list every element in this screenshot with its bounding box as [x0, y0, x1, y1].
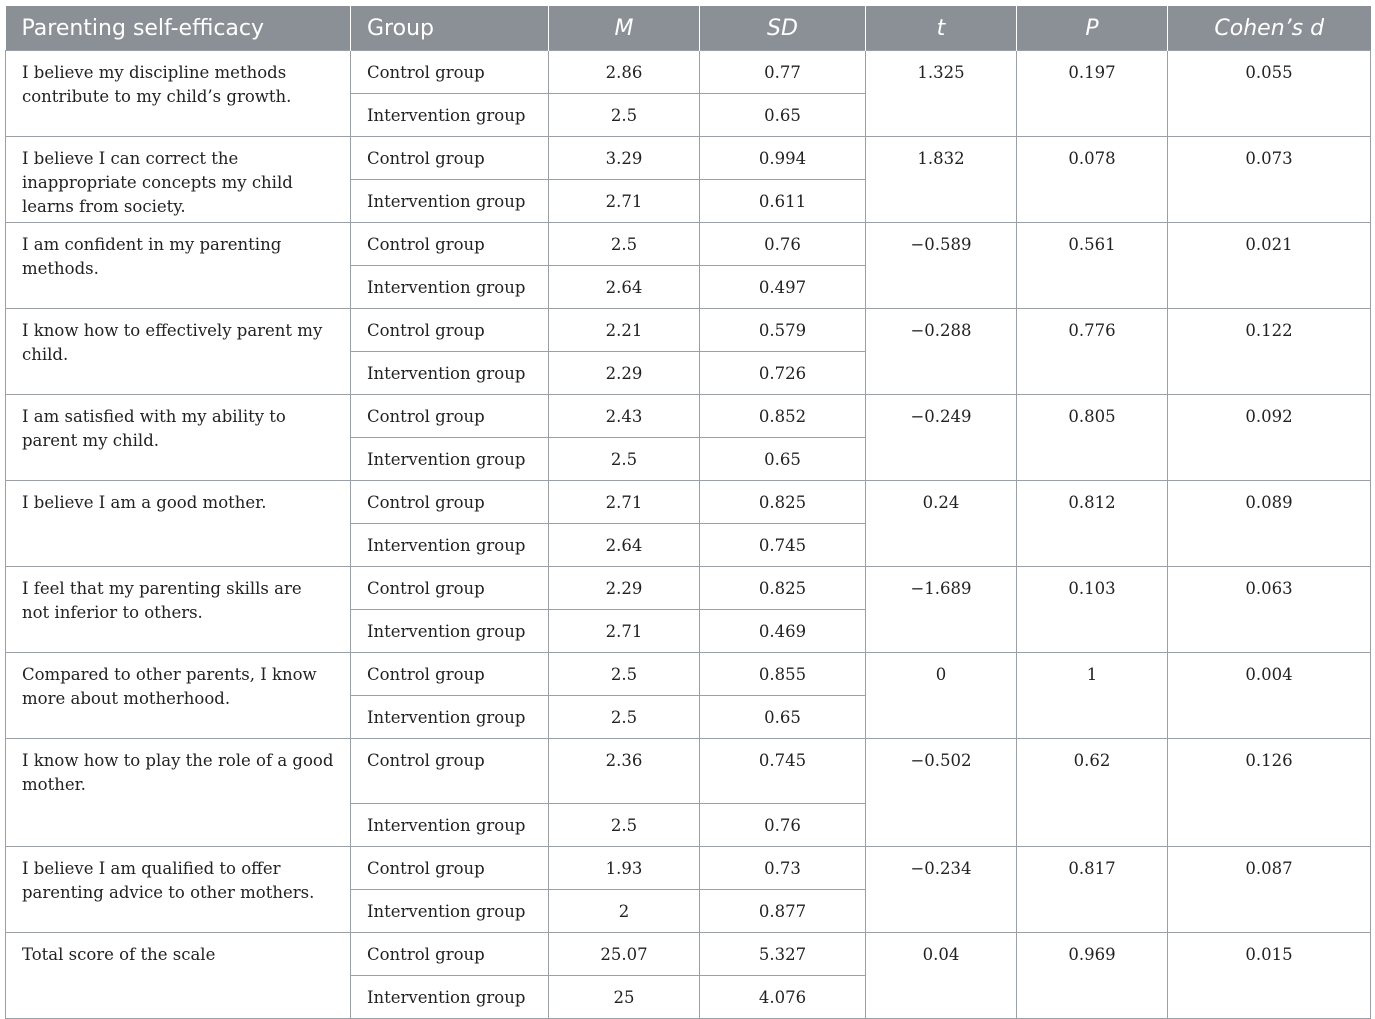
- mean-value: 2.5: [549, 223, 700, 266]
- item-text: I feel that my parenting skills are not inferior to others.: [6, 567, 351, 653]
- cohens-d-value: 0.063: [1168, 567, 1371, 653]
- item-text: I am satisfied with my ability to parent my child.: [6, 395, 351, 481]
- table-row: [6, 653, 1371, 696]
- sd-value: 0.877: [700, 890, 866, 933]
- mean-value: 2.64: [549, 524, 700, 567]
- mean-value: 2.29: [549, 352, 700, 395]
- table-row: [6, 933, 1371, 976]
- mean-value: 2.71: [549, 610, 700, 653]
- results-table-container: [5, 6, 1370, 1019]
- mean-value: 3.29: [549, 137, 700, 180]
- item-text: I know how to effectively parent my child.: [6, 309, 351, 395]
- t-value: −0.249: [866, 395, 1017, 481]
- table-row: [6, 51, 1371, 94]
- sd-value: 0.994: [700, 137, 866, 180]
- table-row: [6, 847, 1371, 890]
- mean-value: 2.43: [549, 395, 700, 438]
- header-sd: SD: [700, 6, 866, 51]
- t-value: −0.234: [866, 847, 1017, 933]
- sd-value: 0.745: [700, 739, 866, 804]
- mean-value: 2.5: [549, 804, 700, 847]
- cohens-d-value: 0.055: [1168, 51, 1371, 137]
- mean-value: 2.29: [549, 567, 700, 610]
- t-value: −0.589: [866, 223, 1017, 309]
- mean-value: 2.5: [549, 653, 700, 696]
- t-value: −0.288: [866, 309, 1017, 395]
- table-row: [6, 567, 1371, 610]
- p-value: 0.817: [1017, 847, 1168, 933]
- cohens-d-value: 0.015: [1168, 933, 1371, 1019]
- mean-value: 2: [549, 890, 700, 933]
- sd-value: 0.825: [700, 567, 866, 610]
- sd-value: 0.73: [700, 847, 866, 890]
- group-label: Intervention group: [351, 266, 549, 309]
- item-text: I am confident in my parenting methods.: [6, 223, 351, 309]
- group-label: Intervention group: [351, 804, 549, 847]
- group-label: Control group: [351, 653, 549, 696]
- header-item: Parenting self-efficacy: [6, 6, 351, 51]
- parenting-self-efficacy-table: [5, 6, 1371, 1019]
- header-mean: M: [549, 6, 700, 51]
- cohens-d-value: 0.089: [1168, 481, 1371, 567]
- p-value: 0.561: [1017, 223, 1168, 309]
- group-label: Intervention group: [351, 94, 549, 137]
- cohens-d-value: 0.073: [1168, 137, 1371, 223]
- p-value: 0.62: [1017, 739, 1168, 847]
- cohens-d-value: 0.021: [1168, 223, 1371, 309]
- t-value: 0: [866, 653, 1017, 739]
- group-label: Control group: [351, 223, 549, 266]
- p-value: 0.805: [1017, 395, 1168, 481]
- cohens-d-value: 0.087: [1168, 847, 1371, 933]
- sd-value: 0.852: [700, 395, 866, 438]
- sd-value: 0.76: [700, 804, 866, 847]
- mean-value: 2.71: [549, 481, 700, 524]
- group-label: Intervention group: [351, 696, 549, 739]
- sd-value: 4.076: [700, 976, 866, 1019]
- sd-value: 0.77: [700, 51, 866, 94]
- p-value: 0.197: [1017, 51, 1168, 137]
- group-label: Control group: [351, 51, 549, 94]
- header-t: t: [866, 6, 1017, 51]
- mean-value: 2.86: [549, 51, 700, 94]
- mean-value: 2.36: [549, 739, 700, 804]
- sd-value: 5.327: [700, 933, 866, 976]
- group-label: Control group: [351, 137, 549, 180]
- table-row: [6, 309, 1371, 352]
- table-row: [6, 395, 1371, 438]
- p-value: 1: [1017, 653, 1168, 739]
- p-value: 0.776: [1017, 309, 1168, 395]
- t-value: 0.24: [866, 481, 1017, 567]
- mean-value: 2.71: [549, 180, 700, 223]
- t-value: 1.832: [866, 137, 1017, 223]
- sd-value: 0.726: [700, 352, 866, 395]
- group-label: Intervention group: [351, 524, 549, 567]
- header-p: P: [1017, 6, 1168, 51]
- mean-value: 2.64: [549, 266, 700, 309]
- sd-value: 0.497: [700, 266, 866, 309]
- sd-value: 0.65: [700, 94, 866, 137]
- sd-value: 0.611: [700, 180, 866, 223]
- item-text: Compared to other parents, I know more about motherhood.: [6, 653, 351, 739]
- group-label: Control group: [351, 739, 549, 804]
- t-value: −1.689: [866, 567, 1017, 653]
- sd-value: 0.579: [700, 309, 866, 352]
- p-value: 0.103: [1017, 567, 1168, 653]
- cohens-d-value: 0.126: [1168, 739, 1371, 847]
- sd-value: 0.76: [700, 223, 866, 266]
- item-text: Total score of the scale: [6, 933, 351, 1019]
- item-text: I believe I am a good mother.: [6, 481, 351, 567]
- table-row: [6, 223, 1371, 266]
- mean-value: 1.93: [549, 847, 700, 890]
- header-group: Group: [351, 6, 549, 51]
- header-cohens-d: Cohen’s d: [1168, 6, 1371, 51]
- group-label: Intervention group: [351, 976, 549, 1019]
- t-value: −0.502: [866, 739, 1017, 847]
- p-value: 0.969: [1017, 933, 1168, 1019]
- group-label: Intervention group: [351, 352, 549, 395]
- mean-value: 2.5: [549, 94, 700, 137]
- t-value: 0.04: [866, 933, 1017, 1019]
- header-row: [6, 6, 1371, 51]
- group-label: Intervention group: [351, 438, 549, 481]
- mean-value: 2.5: [549, 438, 700, 481]
- cohens-d-value: 0.122: [1168, 309, 1371, 395]
- mean-value: 2.21: [549, 309, 700, 352]
- sd-value: 0.65: [700, 696, 866, 739]
- cohens-d-value: 0.004: [1168, 653, 1371, 739]
- group-label: Control group: [351, 309, 549, 352]
- p-value: 0.812: [1017, 481, 1168, 567]
- sd-value: 0.65: [700, 438, 866, 481]
- group-label: Intervention group: [351, 890, 549, 933]
- group-label: Intervention group: [351, 180, 549, 223]
- item-text: I know how to play the role of a good mother.: [6, 739, 351, 847]
- sd-value: 0.469: [700, 610, 866, 653]
- mean-value: 25: [549, 976, 700, 1019]
- group-label: Intervention group: [351, 610, 549, 653]
- group-label: Control group: [351, 567, 549, 610]
- p-value: 0.078: [1017, 137, 1168, 223]
- table-row: [6, 739, 1371, 804]
- item-text: I believe I am qualified to offer parenting advice to other mothers.: [6, 847, 351, 933]
- t-value: 1.325: [866, 51, 1017, 137]
- mean-value: 25.07: [549, 933, 700, 976]
- group-label: Control group: [351, 395, 549, 438]
- sd-value: 0.825: [700, 481, 866, 524]
- group-label: Control group: [351, 933, 549, 976]
- sd-value: 0.745: [700, 524, 866, 567]
- mean-value: 2.5: [549, 696, 700, 739]
- group-label: Control group: [351, 847, 549, 890]
- table-row: [6, 481, 1371, 524]
- sd-value: 0.855: [700, 653, 866, 696]
- table-row: [6, 137, 1371, 180]
- item-text: I believe my discipline methods contribute to my child’s growth.: [6, 51, 351, 137]
- group-label: Control group: [351, 481, 549, 524]
- cohens-d-value: 0.092: [1168, 395, 1371, 481]
- item-text: I believe I can correct the inappropriate concepts my child learns from society.: [6, 137, 351, 223]
